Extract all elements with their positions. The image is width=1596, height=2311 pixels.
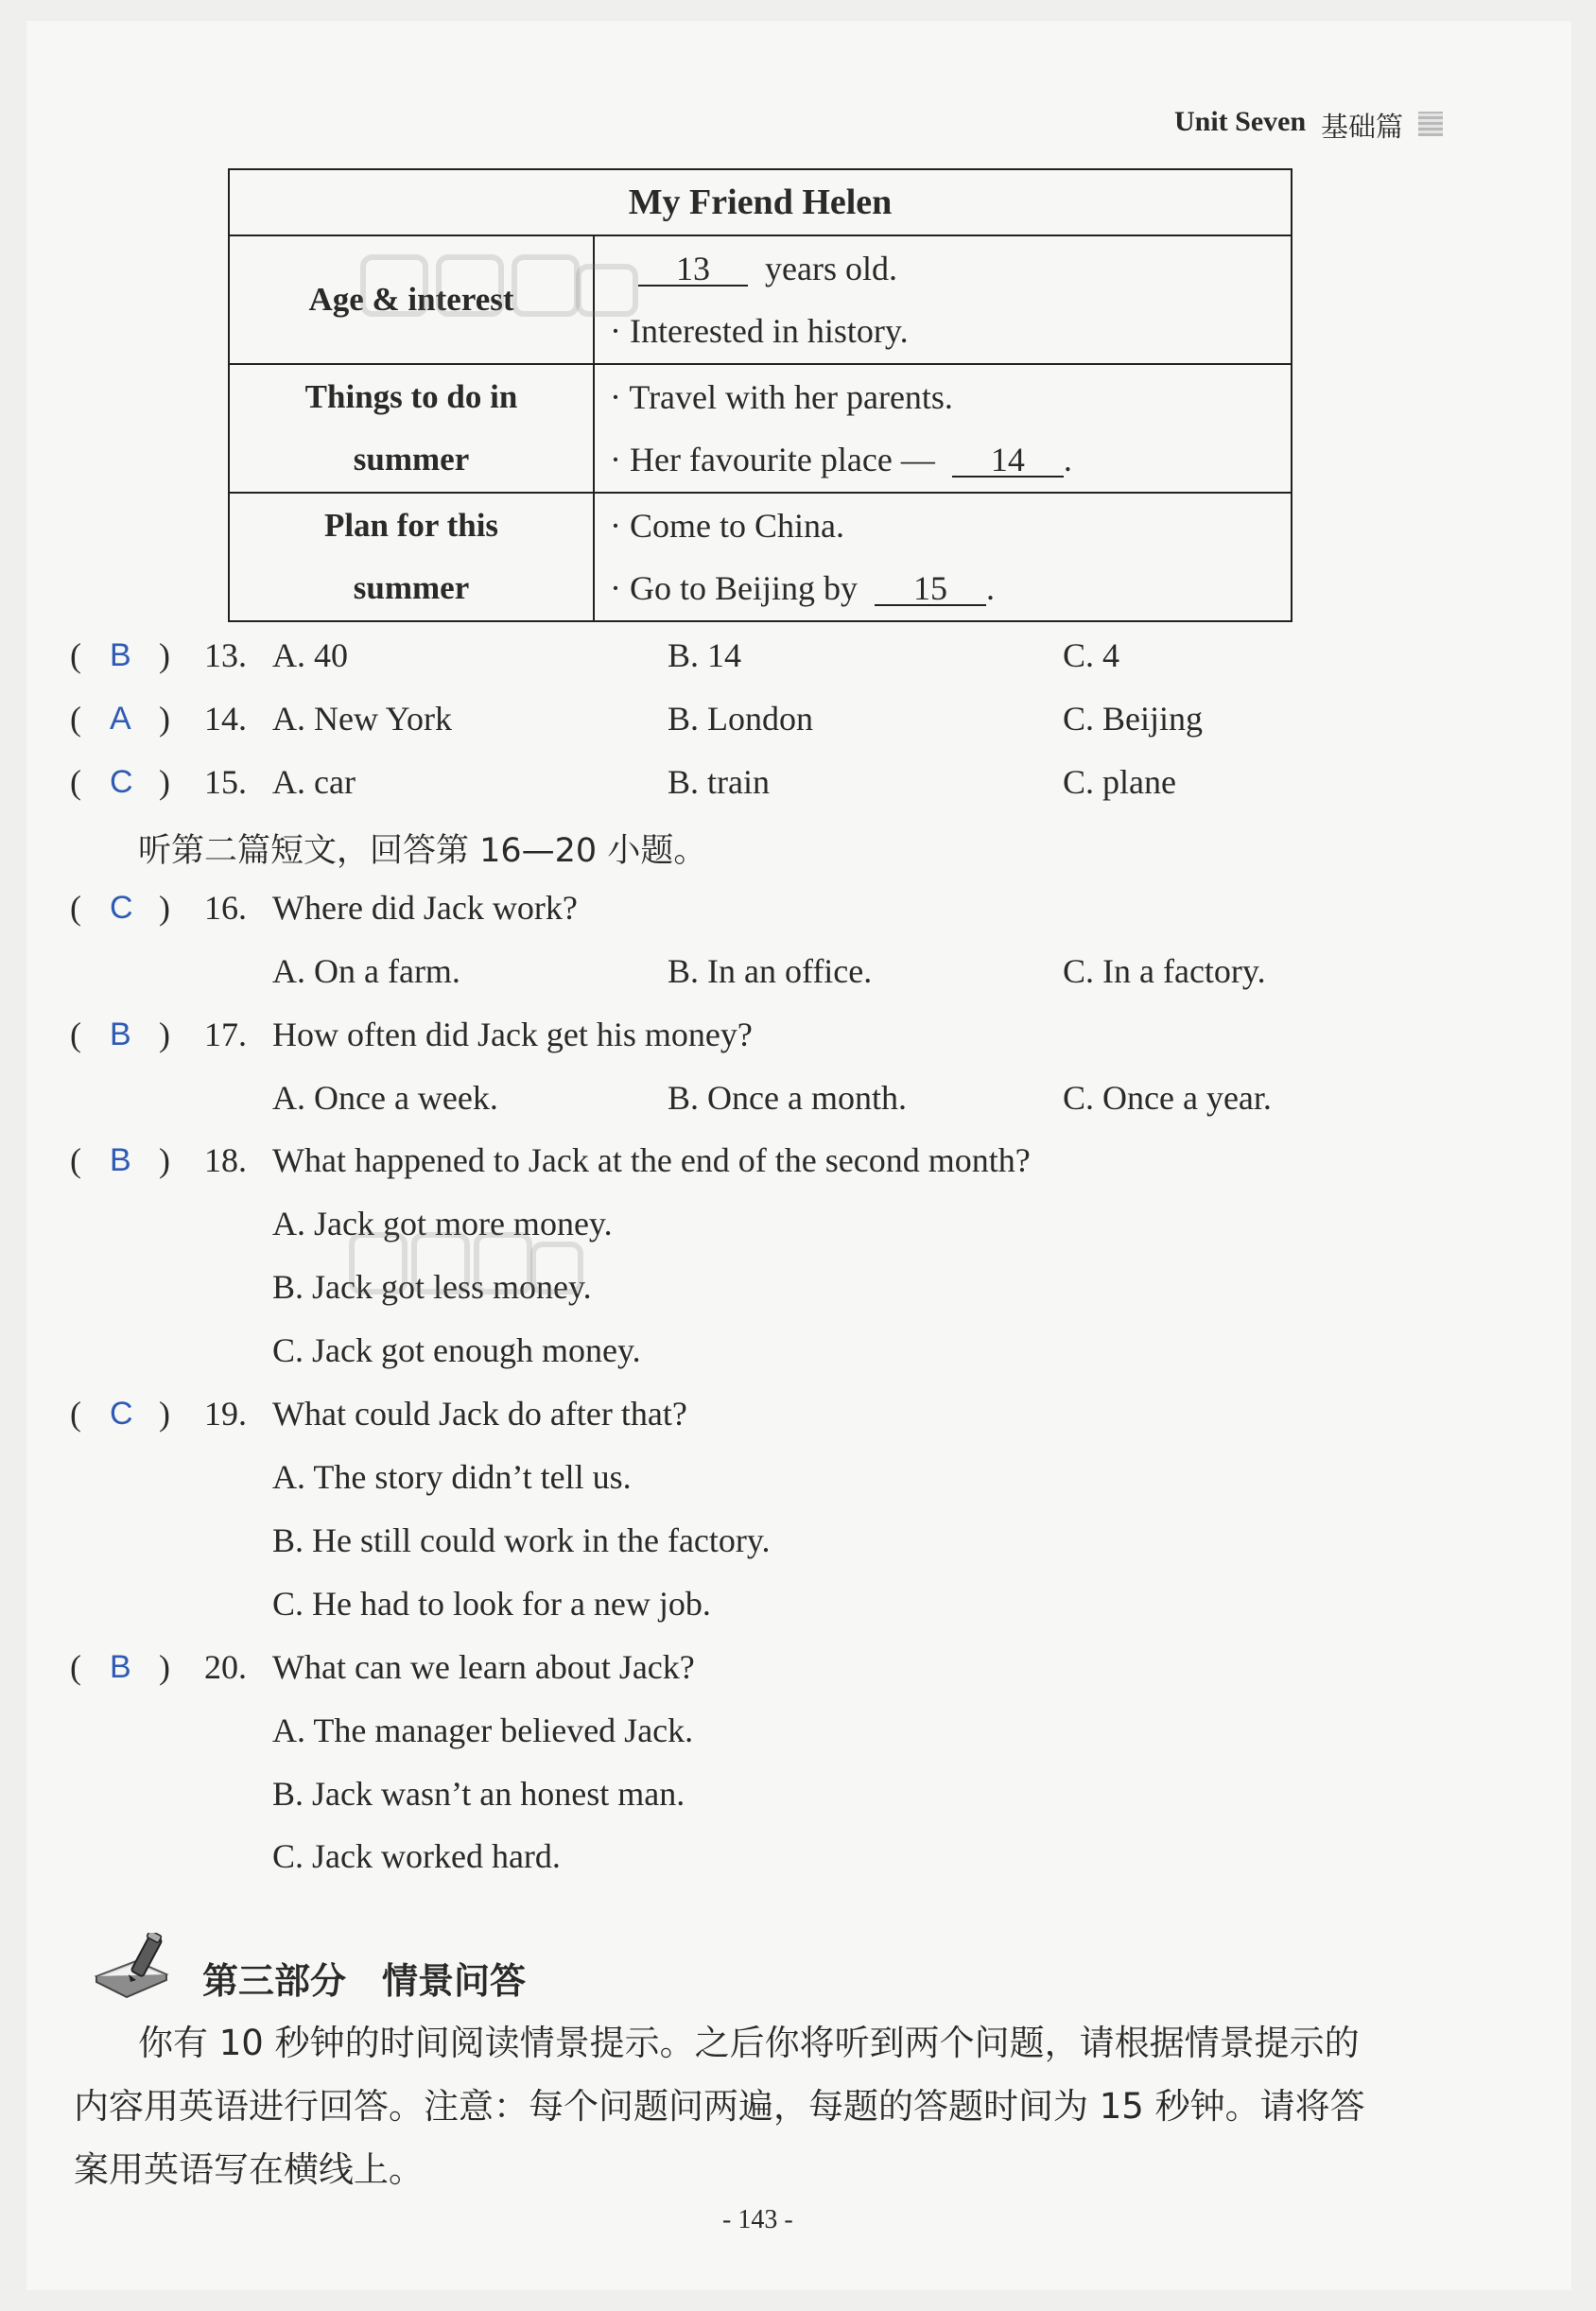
label-things-line2: summer (353, 441, 470, 478)
answer-19: C (110, 1396, 133, 1432)
label-plan-line1: Plan for this (323, 507, 499, 544)
q20-option-a: A. The manager believed Jack. (272, 1712, 694, 1749)
q17-text: How often did Jack get his money? (272, 1016, 753, 1053)
answer-17: B (110, 1016, 131, 1052)
q16-text: Where did Jack work? (272, 889, 578, 927)
section3-para-line1: 你有 10 秒钟的时间阅读情景提示。之后你将听到两个问题，请根据情景提示的 (138, 2023, 1360, 2063)
q13-number: 13. (204, 636, 247, 674)
q14-number: 14. (204, 700, 247, 738)
q13-option-c: C. 4 (1063, 636, 1120, 674)
row-values-plan (594, 493, 1292, 621)
section3-para-line2: 内容用英语进行回答。注意：每个问题问两遍，每题的答题时间为 15 秒钟。请将答 (74, 2086, 1365, 2127)
answer-15: C (110, 764, 133, 800)
q19-option-b: B. He still could work in the factory. (272, 1521, 771, 1559)
q19-option-a: A. The story didn’t tell us. (272, 1458, 632, 1496)
travel-text: · Travel with her parents. (610, 378, 953, 416)
header-section: 基础篇 (1321, 111, 1404, 143)
q20-text: What can we learn about Jack? (272, 1648, 695, 1686)
q20-option-c: C. Jack worked hard. (272, 1837, 561, 1875)
q16-option-c: C. In a factory. (1063, 952, 1266, 990)
header-unit: Unit Seven (1174, 106, 1307, 137)
q14-option-b: B. London (668, 700, 814, 738)
q17-option-a: A. Once a week. (272, 1079, 498, 1117)
watermark-stamp (359, 248, 643, 323)
q18-number: 18. (204, 1141, 247, 1179)
q15-option-a: A. car (272, 763, 356, 801)
q18-text: What happened to Jack at the end of the second month? (272, 1141, 1031, 1179)
q13-option-b: B. 14 (668, 636, 742, 674)
section3-para-line3: 案用英语写在横线上。 (74, 2149, 424, 2190)
q20-number: 20. (204, 1648, 247, 1686)
q14-option-c: C. Beijing (1063, 700, 1204, 738)
q20-option-b: B. Jack wasn’t an honest man. (272, 1775, 685, 1813)
answer-14: A (110, 701, 131, 737)
q19-option-c: C. He had to look for a new job. (272, 1585, 711, 1623)
page-number: - 143 - (722, 2205, 793, 2234)
q18-option-c: C. Jack got enough money. (272, 1331, 641, 1369)
q17-option-b: B. Once a month. (668, 1079, 907, 1117)
q15-number: 15. (204, 763, 247, 801)
label-plan-line2: summer (353, 569, 470, 606)
q17-number: 17. (204, 1016, 247, 1053)
blank-13: 13 (638, 252, 748, 287)
q15-option-c: C. plane (1063, 763, 1176, 801)
answer-18: B (110, 1142, 131, 1178)
q17-option-c: C. Once a year. (1063, 1079, 1272, 1117)
favourite-place-text: · Her favourite place — (610, 441, 935, 478)
header-marker (1418, 112, 1443, 136)
answer-16: C (110, 890, 133, 926)
helen-table (228, 168, 1292, 622)
go-beijing-period: . (985, 569, 995, 607)
favourite-period: . (1063, 441, 1072, 478)
q16-number: 16. (204, 889, 247, 927)
table-title: My Friend Helen (229, 169, 1292, 235)
answer-13: B (110, 637, 131, 673)
row-values-things (594, 364, 1292, 493)
years-old-text: years old. (765, 250, 897, 287)
listening-instruction: 听第二篇短文，回答第 16—20 小题。 (138, 832, 707, 870)
q19-text: What could Jack do after that? (272, 1395, 687, 1433)
pencil-paper-icon (93, 1933, 178, 1999)
row-label-plan (229, 493, 594, 621)
label-things-line1: Things to do in (304, 378, 518, 415)
q19-number: 19. (204, 1395, 247, 1433)
q15-option-b: B. train (668, 763, 770, 801)
row-label-age: Age & interest (229, 235, 594, 364)
section3-title: 第三部分 情景问答 (202, 1960, 527, 2002)
watermark-stamp-2 (348, 1225, 584, 1301)
interest-text: · Interested in history. (610, 312, 909, 350)
row-values-age (594, 235, 1292, 364)
q18-option-b: B. Jack got less money. (272, 1268, 592, 1306)
q16-option-b: B. In an office. (668, 952, 873, 990)
q14-option-a: A. New York (272, 700, 453, 738)
q16-option-a: A. On a farm. (272, 952, 460, 990)
go-beijing-text: · Go to Beijing by (610, 569, 858, 607)
row-label-things (229, 364, 594, 493)
blank-15: 15 (875, 572, 986, 606)
q13-option-a: A. 40 (272, 636, 348, 674)
answer-20: B (110, 1649, 131, 1685)
q18-option-a: A. Jack got more money. (272, 1205, 613, 1242)
blank-14: 14 (952, 443, 1064, 478)
come-china-text: · Come to China. (610, 507, 844, 545)
